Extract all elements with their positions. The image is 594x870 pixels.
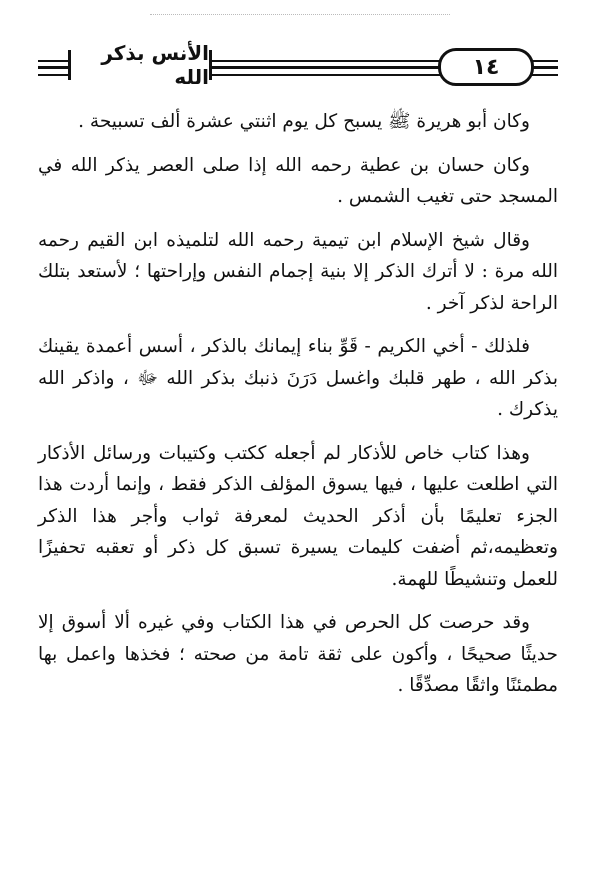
top-dotted-line xyxy=(150,14,450,15)
body-text xyxy=(38,106,558,714)
paragraph: وقال شيخ الإسلام ابن تيمية رحمه الله لتلميذه ابن القيم رحمه الله مرة : لا أترك الذكر إلا بنية إجمام النفس وإراحتها ؛ لأستعد بتلك الراحة لذكر آخر . xyxy=(38,229,558,314)
running-title: الأنس بذكر الله xyxy=(68,50,212,80)
paragraph: فلذلك - أخي الكريم - قَوِّ بناء إيمانك بالذكر ، أسس أعمدة يقينك بذكر الله ، طهر قلبك واغسل دَرَنَ ذنبك بذكر الله ﷻ ، واذكر الله يذكرك . xyxy=(38,336,558,420)
page-header xyxy=(38,41,558,89)
page-number: ١٤ xyxy=(438,48,534,86)
paragraph: وهذا كتاب خاص للأذكار لم أجعله ككتب وكتيبات ورسائل الأذكار التي اطلعت عليها ، فيها يسوق المؤلف الذكر فقط ، وإنما أردت هذا الجزء تعليمًا بأن أذكر الحديث لمعرفة ثواب وأجر هذا الذكر وتعظيمه،ثم أضفت كليمات يسيرة تسبق كل ذكر أو تعقبه تحفيزًا للعمل وتنشيطًا للهمة. xyxy=(38,442,558,590)
paragraph: وكان حسان بن عطية رحمه الله إذا صلى العصر يذكر الله في المسجد حتى تغيب الشمس . xyxy=(38,154,558,207)
paragraph: وقد حرصت كل الحرص في هذا الكتاب وفي غيره ألا أسوق إلا حديثًا صحيحًا ، وأكون على ثقة تامة من صحته ؛ فخذها واعمل بها مطمئنًا واثقًا مصدِّقًا . xyxy=(38,612,558,696)
paragraph: وكان أبو هريرة ﷺ يسبح كل يوم اثنتي عشرة ألف تسبيحة . xyxy=(78,111,530,132)
